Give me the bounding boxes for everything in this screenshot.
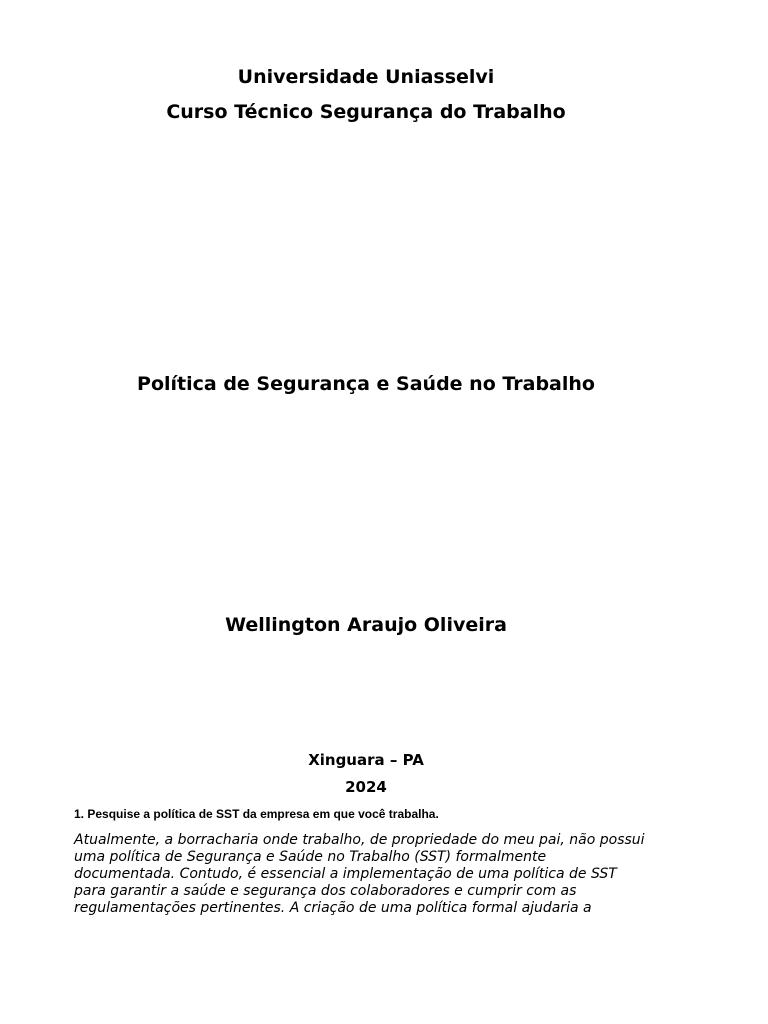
answer-line: para garantir a saúde e segurança dos colaboradores e cumprir com as bbox=[74, 883, 577, 899]
city-location: Xinguara – PA bbox=[308, 751, 424, 769]
answer-paragraph bbox=[74, 832, 674, 917]
course-name: Curso Técnico Segurança do Trabalho bbox=[166, 101, 566, 123]
answer-line: documentada. Contudo, é essencial a implementação de uma política de SST bbox=[74, 866, 617, 882]
answer-line: Atualmente, a borracharia onde trabalho, de propriedade do meu pai, não possui bbox=[74, 832, 645, 848]
question-heading: 1. Pesquise a política de SST da empresa em que você trabalha. bbox=[74, 807, 439, 821]
author-name: Wellington Araujo Oliveira bbox=[225, 614, 507, 636]
year: 2024 bbox=[345, 778, 387, 796]
university-name: Universidade Uniasselvi bbox=[237, 66, 495, 88]
answer-line: regulamentações pertinentes. A criação de uma política formal ajudaria a bbox=[74, 900, 592, 916]
answer-line: uma política de Segurança e Saúde no Trabalho (SST) formalmente bbox=[74, 849, 547, 865]
document-title: Política de Segurança e Saúde no Trabalho bbox=[137, 373, 595, 395]
